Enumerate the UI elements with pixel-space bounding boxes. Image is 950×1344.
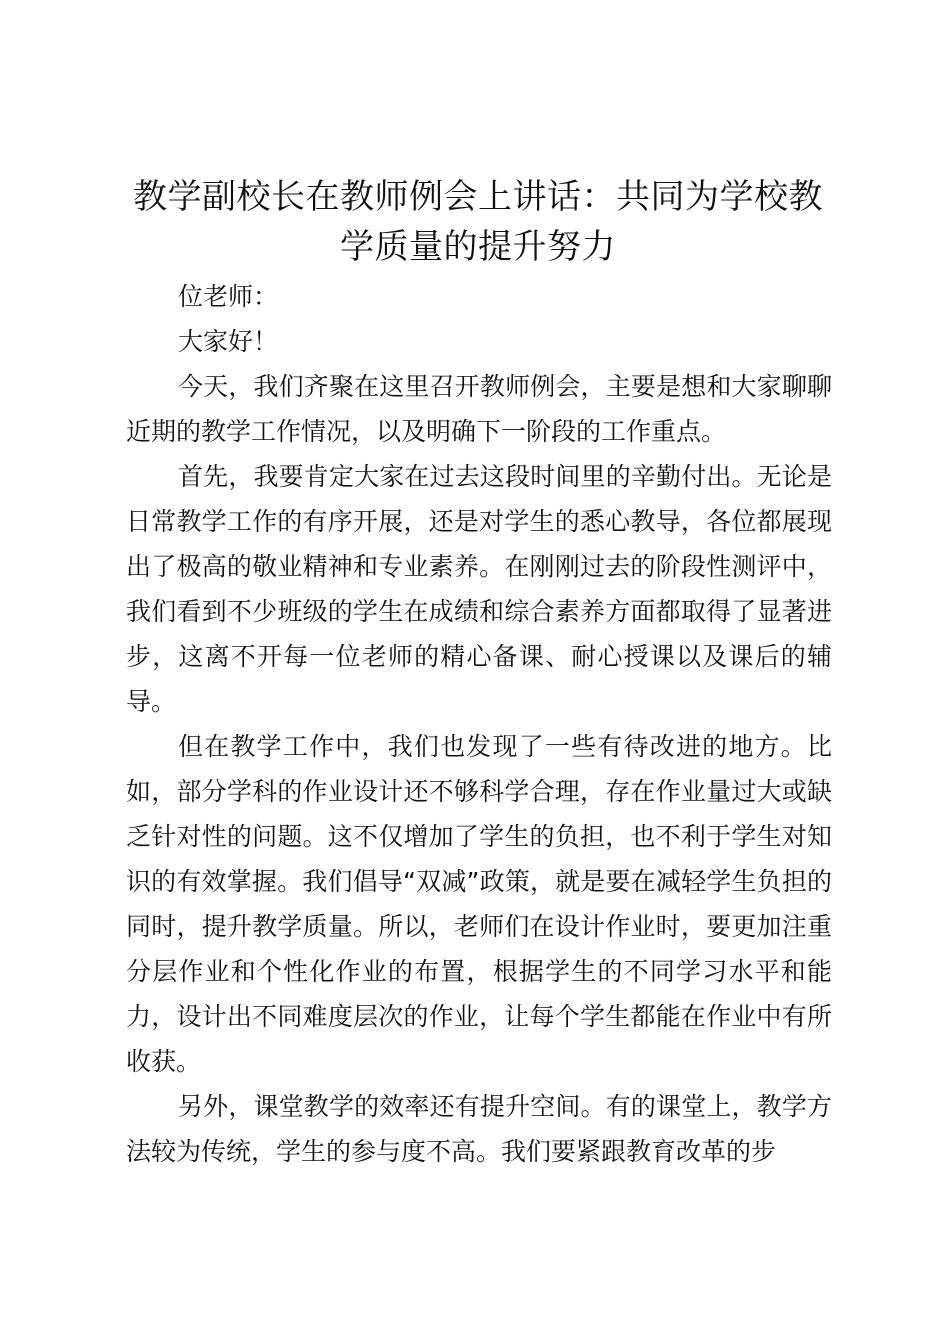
greeting: 大家好！ xyxy=(178,327,279,356)
paragraph: 另外，课堂教学的效率还有提升空间。有的课堂上，教学方法较为传统，学生的参与度不高。我们要紧跟教育改革的步 xyxy=(126,1092,832,1166)
document-body xyxy=(126,274,832,1174)
document-title: 教学副校长在教师例会上讲话：共同为学校教学质量的提升努力 xyxy=(133,177,823,267)
paragraph: 今天，我们齐聚在这里召开教师例会，主要是想和大家聊聊近期的教学工作情况，以及明确下一阶段的工作重点。 xyxy=(126,372,832,446)
paragraph: 但在教学工作中，我们也发现了一些有待改进的地方。比如，部分学科的作业设计还不够科学合理，存在作业量过大或缺乏针对性的问题。这不仅增加了学生的负担，也不利于学生对知识的有效掌握。我们倡导“双减”政策，就是要在减轻学生负担的同时，提升教学质量。所以，老师们在设计作业时，要更加注重分层作业和个性化作业的布置，根据学生的不同学习水平和能力，设计出不同难度层次的作业，让每个学生都能在作业中有所收获。 xyxy=(126,732,832,1076)
paragraph: 首先，我要肯定大家在过去这段时间里的辛勤付出。无论是日常教学工作的有序开展，还是对学生的悉心教导，各位都展现出了极高的敬业精神和专业素养。在刚刚过去的阶段性测评中，我们看到不少班级的学生在成绩和综合素养方面都取得了显著进步，这离不开每一位老师的精心备课、耐心授课以及课后的辅导。 xyxy=(126,462,832,716)
salutation: 位老师： xyxy=(178,282,279,311)
